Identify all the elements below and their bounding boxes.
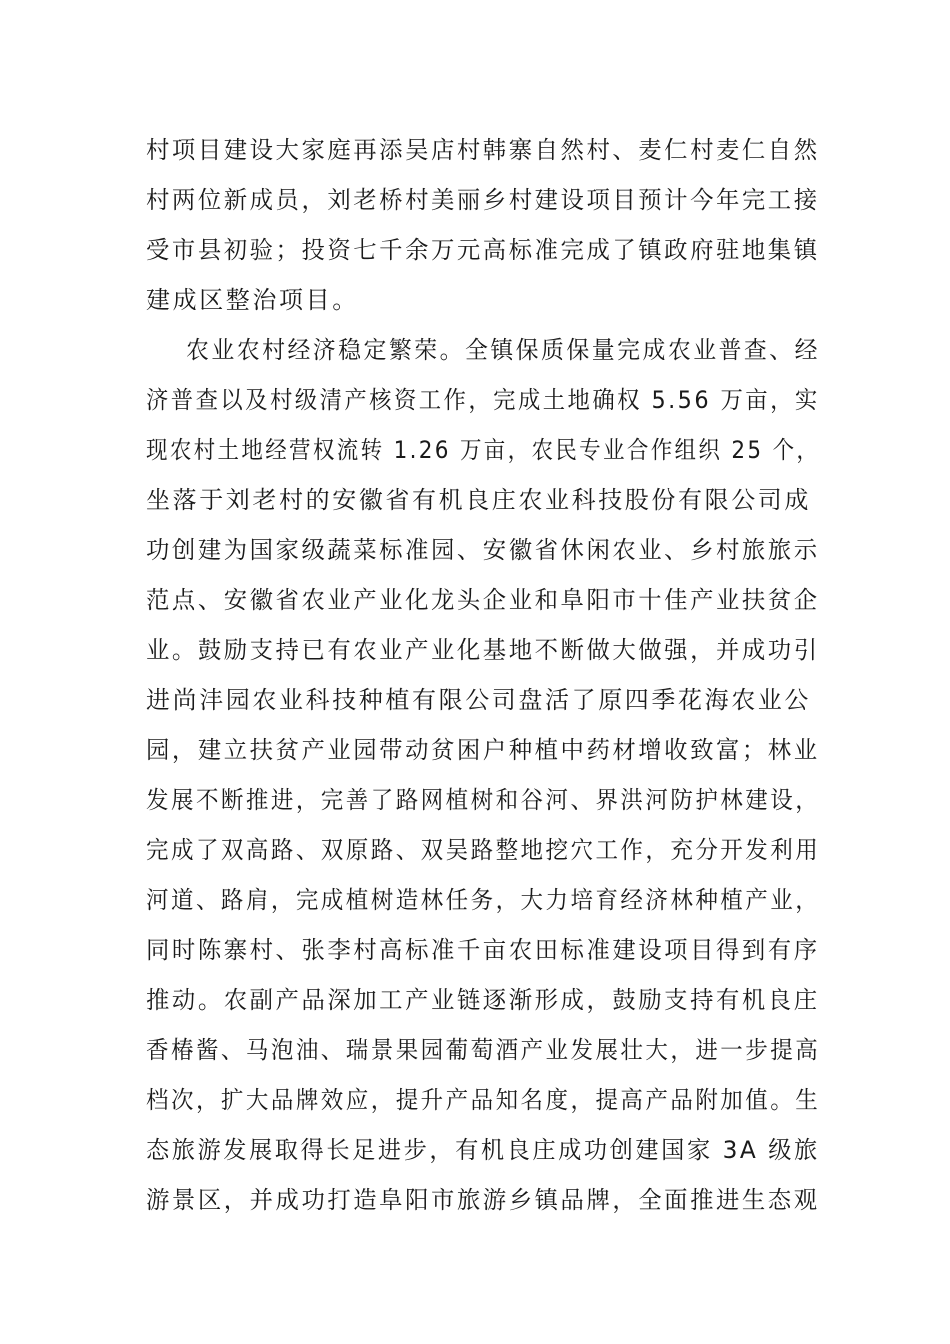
text-line: 现农村土地经营权流转 1.26 万亩，农民专业合作组织 25 个，: [146, 436, 821, 464]
text-line: 济普查以及村级清产核资工作，完成土地确权 5.56 万亩，实: [146, 386, 820, 414]
text-line: 档次，扩大品牌效应，提升产品知名度，提高产品附加值。生: [146, 1086, 821, 1114]
text-line: 发展不断推进，完善了路网植树和谷河、界洪河防护林建设，: [146, 786, 821, 814]
paragraph-heading: 农业农村经济稳定繁荣。全镇保质保量完成农业普查、经: [186, 336, 821, 364]
text-line: 受市县初验；投资七千余万元高标准完成了镇政府驻地集镇: [146, 236, 820, 264]
text-line: 河道、路肩，完成植树造林任务，大力培育经济林种植产业，: [146, 886, 821, 914]
text-line: 建成区整治项目。: [146, 286, 359, 314]
text-line: 坐落于刘老村的安徽省有机良庄农业科技股份有限公司成: [146, 486, 811, 514]
text-line: 香椿酱、马泡油、瑞景果园葡萄酒产业发展壮大，进一步提高: [146, 1036, 821, 1064]
text-line: 进尚沣园农业科技种植有限公司盘活了原四季花海农业公: [146, 686, 811, 714]
text-line: 推动。农副产品深加工产业链逐渐形成，鼓励支持有机良庄: [146, 986, 820, 1014]
text-line: 功创建为国家级蔬菜标准园、安徽省休闲农业、乡村旅旅示: [146, 536, 820, 564]
text-line: 业。鼓励支持已有农业产业化基地不断做大做强，并成功引: [146, 636, 820, 664]
text-line: 园，建立扶贫产业园带动贫困户种植中药材增收致富；林业: [146, 736, 820, 764]
text-line: 游景区，并成功打造阜阳市旅游乡镇品牌，全面推进生态观: [146, 1186, 820, 1214]
text-line: 同时陈寨村、张李村高标准千亩农田标准建设项目得到有序: [146, 936, 820, 964]
text-line: 完成了双高路、双原路、双吴路整地挖穴工作，充分开发利用: [146, 836, 821, 864]
text-line: 态旅游发展取得长足进步，有机良庄成功创建国家 3A 级旅: [146, 1136, 820, 1164]
text-line: 村两位新成员，刘老桥村美丽乡村建设项目预计今年完工接: [146, 186, 820, 214]
text-line: 村项目建设大家庭再添吴店村韩寨自然村、麦仁村麦仁自然: [146, 136, 820, 164]
text-line: 范点、安徽省农业产业化龙头企业和阜阳市十佳产业扶贫企: [146, 586, 820, 614]
